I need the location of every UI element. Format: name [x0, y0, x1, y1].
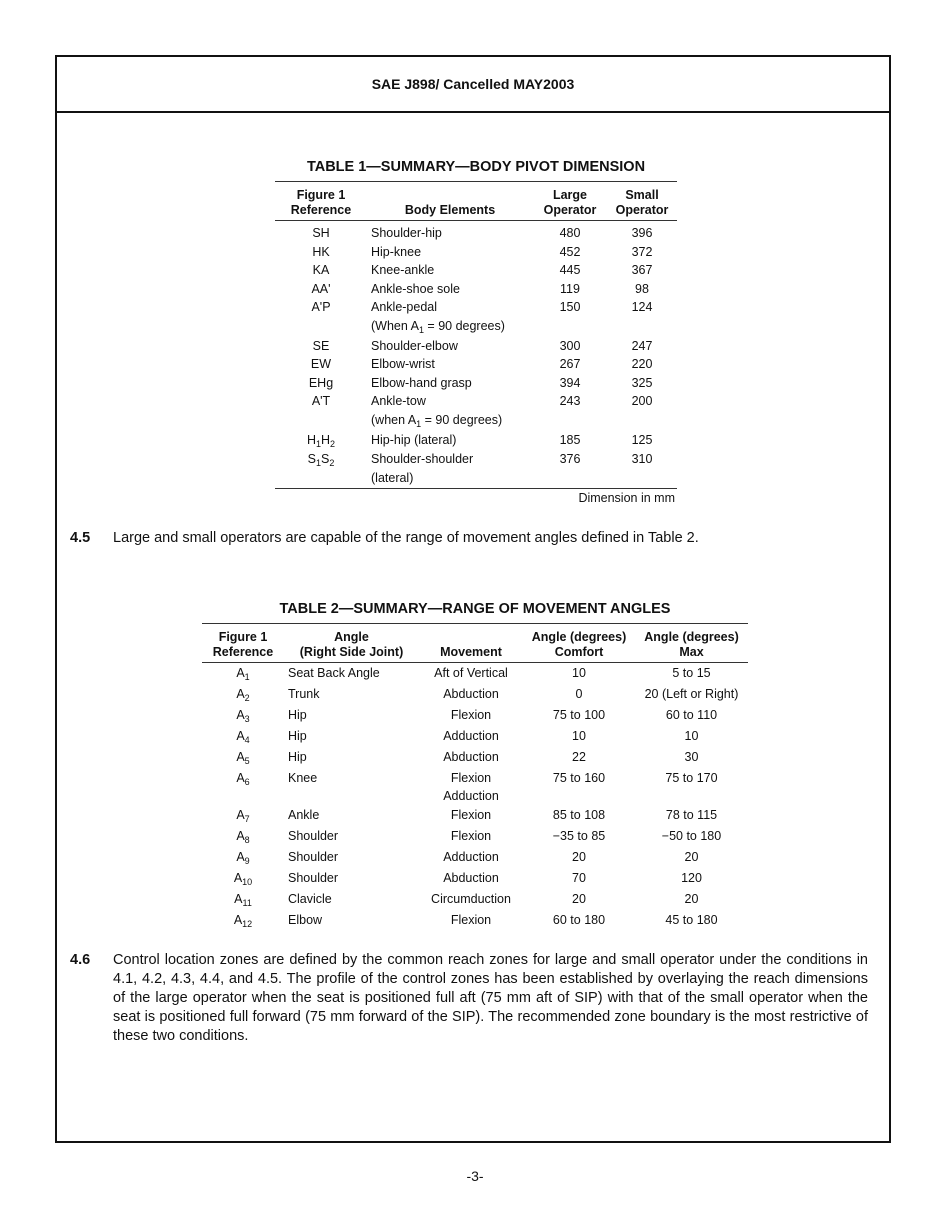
table-row [275, 243, 677, 262]
table-row [202, 747, 748, 768]
element-cell: Ankle-tow (when $A_1 = 90$ degrees) [367, 392, 533, 429]
table-2 [202, 623, 748, 931]
paragraph-4-6 [70, 951, 868, 1046]
comfort-cell: 0 [575, 687, 583, 701]
ref-cell: $A_6$ [236, 771, 250, 787]
ref-cell: $A_{11}$ [234, 892, 252, 908]
element-cell: Knee-ankle [371, 263, 435, 278]
movement-cell: Adduction [443, 729, 499, 743]
large-cell: 300 [559, 338, 581, 353]
table-1-header-row [275, 182, 677, 221]
col-header-movement: Movement [440, 645, 502, 659]
table-2-block [202, 601, 748, 931]
element-note: (When $A_1 = 90$ degrees) [371, 318, 505, 335]
movement-cell: Adduction [443, 850, 499, 864]
table-row [202, 826, 748, 847]
comfort-cell: 60 to 180 [552, 913, 606, 927]
comfort-cell: 10 [572, 666, 586, 680]
col-header-max: Angle (degrees) Max [644, 630, 739, 659]
ref-cell: $A_{10}$ [233, 871, 253, 887]
table-1-footnote: Dimension in mm [578, 491, 675, 506]
page-number: -3- [466, 1168, 484, 1184]
joint-cell: Shoulder [288, 871, 339, 885]
small-cell: 310 [631, 452, 653, 467]
movement-cell: Flexion [450, 708, 492, 722]
comfort-cell: 10 [572, 729, 586, 743]
ref-cell: A'T [311, 394, 331, 409]
ref-cell: HK [312, 244, 330, 259]
element-cell: Elbow-wrist [371, 357, 435, 372]
table-row [202, 889, 748, 910]
movement-cell: Aft of Vertical [434, 666, 508, 680]
ref-cell: SH [312, 226, 330, 240]
element-cell: Shoulder-elbow [371, 338, 458, 353]
ref-cell: $A_9$ [236, 850, 250, 866]
small-cell: 220 [631, 357, 653, 372]
element-note: (lateral) [371, 470, 414, 485]
col-header-body-elements: Body Elements [404, 203, 496, 217]
element-cell: Shoulder-shoulder (lateral) [367, 449, 533, 489]
max-cell: 78 to 115 [665, 808, 718, 822]
document-title: SAE J898/ Cancelled MAY2003 [371, 76, 575, 92]
table-row [275, 374, 677, 393]
joint-cell: Ankle [288, 808, 320, 822]
ref-cell: SE [312, 338, 330, 353]
element-note: (when $A_1 = 90$ degrees) [371, 412, 503, 429]
joint-cell: Knee [288, 771, 318, 785]
col-header-small-operator: Small Operator [615, 188, 669, 217]
movement-cell: Flexion [450, 808, 492, 822]
col-header-comfort: Angle (degrees) Comfort [531, 630, 627, 659]
element-cell: Hip-knee [371, 244, 422, 259]
table-row [202, 768, 748, 805]
comfort-cell: 20 [572, 850, 586, 864]
max-cell: 45 to 180 [665, 913, 718, 927]
joint-cell: Elbow [288, 913, 323, 927]
element-cell: Elbow-hand grasp [371, 375, 472, 390]
section-number: 4.5 [70, 530, 91, 546]
ref-cell: KA [312, 263, 330, 278]
table-row [275, 355, 677, 374]
max-cell: 20 [684, 850, 699, 864]
joint-cell: Trunk [288, 687, 320, 701]
table-row [202, 705, 748, 726]
table-row [202, 805, 748, 826]
large-cell: 394 [559, 375, 581, 390]
joint-cell: Seat Back Angle [288, 666, 380, 680]
col-header-reference: Figure 1 Reference [290, 188, 352, 217]
element-cell: Ankle-pedal (When $A_1 = 90$ degrees) [367, 298, 533, 335]
table-row [275, 261, 677, 280]
max-cell: 60 to 110 [665, 708, 718, 722]
large-cell: 480 [559, 226, 581, 240]
ref-cell: A'P [311, 300, 331, 315]
ref-cell: EW [310, 357, 332, 372]
table-row [275, 449, 677, 489]
table-row [275, 221, 677, 243]
table-row [202, 684, 748, 705]
movement-cell: Abduction [443, 750, 499, 764]
table-2-header-row [202, 624, 748, 663]
table-row [275, 298, 677, 335]
movement-cell: Circumduction [431, 892, 511, 906]
large-cell: 119 [560, 281, 580, 296]
ref-cell: $H_1H_2$ [306, 432, 336, 449]
ref-cell: $A_8$ [236, 829, 250, 845]
large-cell: 243 [559, 394, 581, 409]
joint-cell: Hip [288, 729, 307, 743]
ref-cell: $A_5$ [236, 750, 250, 766]
comfort-cell: 22 [572, 750, 586, 764]
small-cell: 325 [631, 375, 653, 390]
comfort-cell: 85 to 108 [552, 808, 606, 822]
comfort-cell: 70 [572, 871, 586, 885]
large-cell: 185 [559, 432, 581, 447]
large-cell: 445 [559, 263, 581, 278]
ref-cell: $S_1S_2$ [307, 452, 335, 469]
joint-cell: Shoulder [288, 829, 339, 843]
max-cell: 10 [684, 729, 699, 743]
ref-cell: EHg [308, 375, 334, 390]
small-cell: 124 [631, 300, 653, 315]
movement-cell: Flexion Adduction [443, 771, 499, 803]
joint-cell: Hip [288, 708, 307, 722]
col-header-reference: Figure 1 Reference [212, 630, 274, 659]
movement-cell: Abduction [443, 871, 499, 885]
small-cell: 200 [631, 394, 653, 409]
comfort-cell: 75 to 100 [552, 708, 606, 722]
large-cell: 376 [559, 452, 581, 467]
large-cell: 267 [559, 357, 581, 372]
table-row [275, 336, 677, 356]
large-cell: 150 [559, 300, 581, 315]
joint-cell: Clavicle [288, 892, 332, 906]
table-row [202, 726, 748, 747]
small-cell: 98 [635, 281, 649, 296]
small-cell: 247 [631, 338, 653, 353]
movement-cell: Abduction [443, 687, 499, 701]
paragraph-text: Large and small operators are capable of the range of movement angles defined in Table 2. [113, 530, 699, 546]
table-row [202, 868, 748, 889]
ref-cell: $A_3$ [236, 708, 250, 724]
comfort-cell: −35 to 85 [552, 829, 606, 843]
table-1-title: TABLE 1—SUMMARY—BODY PIVOT DIMENSION [306, 159, 646, 175]
table-row [202, 847, 748, 868]
comfort-cell: 20 [572, 892, 586, 906]
paragraph-4-5 [70, 529, 868, 548]
section-number: 4.6 [70, 952, 91, 968]
paragraph-text: Control location zones are defined by the common reach zones for large and small operator under the conditions in 4.1, 4.2, 4.3, 4.4, and 4.5. The profile of the control zones has been established by overlaying the reach dimensions of the large operator when the seat is positioned full aft (75 mm aft of SIP) with that of the small operator when the seat is positioned full forward (75 mm forward of the SIP). The recommended zone boundary is the most restrictive of these two conditions. [113, 952, 868, 1044]
table-1 [275, 181, 677, 489]
ref-cell: $A_7$ [236, 808, 250, 824]
table-1-block [275, 159, 677, 505]
table-row [275, 430, 677, 450]
table-2-title: TABLE 2—SUMMARY—RANGE OF MOVEMENT ANGLES [279, 601, 671, 617]
max-cell: 120 [681, 871, 702, 885]
max-cell: −50 to 180 [661, 829, 722, 843]
movement-cell: Flexion [450, 829, 492, 843]
joint-cell: Hip [288, 750, 307, 764]
max-cell: 20 [684, 892, 699, 906]
page-frame [55, 55, 891, 1143]
element-cell: Ankle-shoe sole [371, 281, 460, 296]
small-cell: 372 [631, 244, 653, 259]
movement-cell: Flexion [450, 913, 492, 927]
max-cell: 30 [684, 750, 699, 764]
ref-cell: $A_{12}$ [233, 913, 253, 929]
small-cell: 396 [631, 226, 653, 240]
table-row [202, 663, 748, 685]
col-header-angle: Angle (Right Side Joint) [299, 630, 404, 659]
table-row [202, 910, 748, 931]
large-cell: 452 [559, 244, 581, 259]
max-cell: 20 (Left or Right) [644, 687, 739, 701]
table-row [275, 392, 677, 429]
small-cell: 125 [631, 432, 653, 447]
col-header-large-operator: Large Operator [543, 188, 597, 217]
table-row [275, 280, 677, 299]
element-cell: Hip-hip (lateral) [371, 432, 457, 447]
ref-cell: $A_1$ [236, 666, 250, 682]
element-cell: Shoulder-hip [371, 226, 442, 240]
joint-cell: Shoulder [288, 850, 339, 864]
ref-cell: AA' [311, 281, 331, 296]
document-header [57, 57, 889, 113]
max-cell: 5 to 15 [672, 666, 711, 680]
ref-cell: $A_4$ [236, 729, 250, 745]
small-cell: 367 [631, 263, 653, 278]
ref-cell: $A_2$ [236, 687, 250, 703]
max-cell: 75 to 170 [665, 771, 718, 785]
comfort-cell: 75 to 160 [552, 771, 606, 785]
